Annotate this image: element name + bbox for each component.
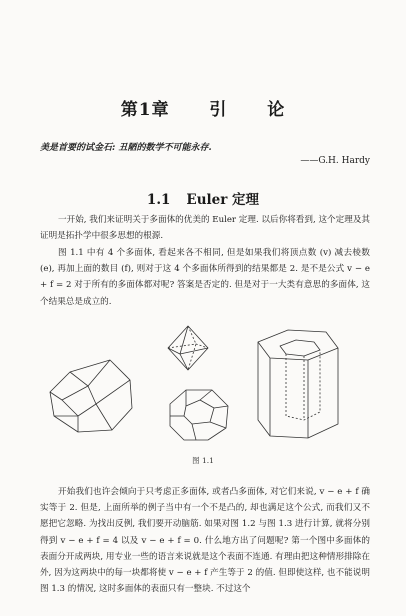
- chapter-label-prefix: 第: [120, 100, 139, 120]
- section-title-text: Euler 定理: [186, 192, 260, 208]
- section-heading: [0, 188, 406, 208]
- chapter-title-part1: 引: [209, 100, 228, 120]
- paragraph-counterexamples: 开始我们也许会倾向于只考虑正多面体, 或者凸多面体, 对它们来说, v − e + f 确实等于 2. 但是, 上面所举的例子当中有一个不是凸的, 却也满足这个公式, 而我们又不愿把它忽略. 为找出反例, 我们要开动脑筋. 如果对图 1.2 与图 1.3 进行计算, 就将分别得到 v − e + f = 4 以及 v − e + f = 0. 什么地方出了问题呢? 第一个图中多面体的表面分开成两块, 用专业一些的语言来说就是这个表面不连通. 有理由把这种情形排除在外, 因为这两块中的每一块都将使 v − e + f 产生等于 2 的值. 但即使这样, 也不能说明图 1.3 的情况, 这时多面体的表面只有一整块. 不过这个: [40, 487, 370, 595]
- convex-polyhedron-left: [50, 360, 132, 432]
- polyhedra-illustration: [40, 320, 370, 444]
- chapter-number: 1: [138, 100, 152, 120]
- paragraph-figure-description: 图 1.1 中有 4 个多面体, 看起来各不相同, 但是如果我们将顶点数 (v) 减去棱数 (e), 再加上面的数目 (f), 则对于这 4 个多面体所得到的结果都是 2. 是不是公式 v − e + f = 2 对于所有的多面体都对呢? 答案是否定的. 但是对于一大类有意思的多面体, 这个结果总是成立的.: [40, 248, 370, 307]
- figure-polyhedra: [40, 320, 370, 444]
- chapter-title: [0, 95, 406, 120]
- epigraph-quote: 美是首要的试金石: 丑陋的数学不可能永存.: [40, 143, 212, 153]
- octahedron: [168, 326, 208, 370]
- chapter-label-suffix: 章: [151, 100, 170, 120]
- prism-with-hole: [258, 330, 338, 438]
- paragraph-intro: 一开始, 我们来证明关于多面体的优美的 Euler 定理. 以后你将看到, 这个定理及其证明是拓扑学中很多思想的根源.: [40, 215, 371, 242]
- chapter-title-part2: 论: [267, 100, 286, 120]
- epigraph-author: ——G.H. Hardy: [300, 156, 370, 166]
- figure-caption: 图 1.1: [192, 456, 214, 465]
- truncated-polyhedron: [170, 390, 228, 440]
- section-number: 1.1: [146, 192, 171, 208]
